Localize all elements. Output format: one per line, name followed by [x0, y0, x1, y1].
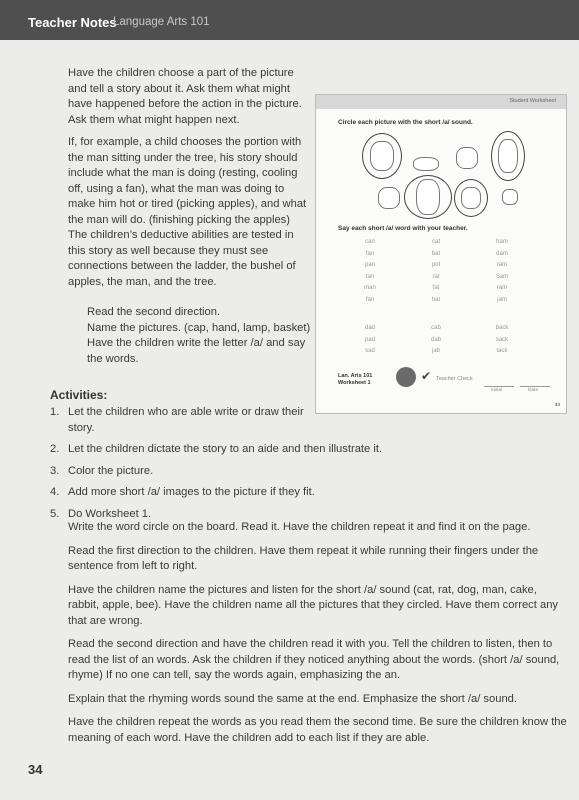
- cake-picture-icon: [378, 187, 400, 209]
- word-column: [350, 237, 390, 306]
- word-column: [350, 323, 390, 358]
- activity-text: Do Worksheet 1.: [68, 507, 152, 520]
- worksheet-header-label: Student Worksheet: [509, 98, 556, 104]
- worksheet-footer-title: [338, 373, 372, 387]
- word: ram: [496, 285, 508, 291]
- date-label: Date: [528, 388, 539, 393]
- word: rat: [432, 273, 440, 280]
- word: back: [495, 325, 509, 331]
- instruction-paragraph: Explain that the rhyming words sound the same at the end. Emphasize the short /a/ sound.: [68, 692, 518, 705]
- word: sack: [495, 336, 509, 343]
- worksheet-page-number: 33: [554, 403, 560, 408]
- activity-text: Let the children who are able write or draw their story.: [68, 406, 304, 434]
- word: jam: [497, 296, 507, 303]
- word: tack: [496, 348, 508, 354]
- activity-text: Color the picture.: [68, 464, 154, 477]
- directions-list: [87, 305, 312, 367]
- activity-item: [50, 405, 318, 436]
- word-column: [482, 237, 522, 306]
- word: sad: [365, 348, 375, 354]
- dog-picture-icon: [456, 147, 478, 169]
- word: cat: [431, 239, 440, 245]
- page-header: [0, 0, 579, 40]
- cat-picture-icon: [370, 141, 394, 171]
- activities-heading: Activities:: [50, 388, 108, 402]
- activities-list: [50, 405, 570, 528]
- man-picture-icon: [498, 139, 518, 173]
- activity-item: [50, 442, 570, 458]
- word: pad: [364, 336, 375, 343]
- worksheet-header-bar: [316, 95, 566, 109]
- word: tan: [365, 273, 375, 280]
- activity-number: 2.: [50, 443, 60, 455]
- word: bat: [431, 250, 441, 257]
- worksheet-number: Worksheet 1: [338, 380, 371, 386]
- checkmark-icon: ✔: [421, 369, 432, 383]
- direction-line: Have the children write the letter /a/ and say the words.: [87, 337, 306, 365]
- date-line: [520, 386, 550, 387]
- word: Sam: [495, 273, 509, 280]
- word: ram: [496, 262, 508, 268]
- word: dad: [364, 325, 375, 331]
- word-column: [416, 323, 456, 358]
- worksheet-instructions: [68, 520, 568, 754]
- word: dam: [496, 250, 508, 257]
- instruction-paragraph: Write the word circle on the board. Read it. Have the children repeat it and find it on the page.: [68, 521, 531, 533]
- initial-label: Initial: [491, 388, 503, 393]
- worksheet-thumbnail: [316, 95, 566, 413]
- header-title: Teacher Notes: [28, 15, 117, 30]
- word: ham: [496, 239, 508, 245]
- word: pot: [431, 262, 441, 268]
- activity-item: [50, 464, 570, 480]
- instruction-paragraph: Read the second direction and have the children read it with you. Tell the children to listen, then to read the list of an words. Ask the children if they noticed anything about the words. (short /a/ sound, rhyme) If no one can tell, say the words again, emphasizing the an.: [68, 638, 560, 681]
- word-column: [416, 237, 456, 306]
- worksheet-course: Lan. Arts 101: [338, 373, 373, 379]
- direction-line: Name the pictures. (cap, hand, lamp, basket): [87, 321, 311, 334]
- worksheet-direction-2: Say each short /a/ word with your teacher.: [338, 225, 468, 232]
- worksheet-direction-1: Circle each picture with the short /a/ sound.: [338, 119, 473, 126]
- word: can: [365, 239, 375, 245]
- activity-text: Let the children dictate the story to an aide and then illustrate it.: [68, 443, 383, 455]
- activity-number: 5.: [50, 507, 60, 520]
- word: man: [364, 285, 376, 291]
- activity-number: 4.: [50, 486, 60, 498]
- word: fan: [365, 250, 375, 257]
- instruction-paragraph: Have the children repeat the words as you read them the second time. Be sure the children know the meaning of each word. Have the children add to each list if they are able.: [68, 716, 567, 744]
- direction-line: Read the second direction.: [87, 306, 221, 318]
- word: fan: [365, 296, 375, 303]
- bee-picture-icon: [502, 189, 518, 205]
- word: dab: [430, 336, 441, 343]
- word: cab: [431, 325, 441, 331]
- word: fat: [432, 285, 440, 291]
- teacher-check-label: Teacher Check: [436, 376, 473, 382]
- intro-text: [68, 66, 308, 297]
- activity-text: Add more short /a/ images to the picture if they fit.: [68, 486, 315, 498]
- word: hat: [431, 296, 441, 303]
- activity-number: 3.: [50, 464, 60, 477]
- activity-item: [50, 485, 570, 501]
- word: pan: [364, 262, 375, 268]
- owl-icon: [396, 367, 416, 387]
- intro-paragraph: If, for example, a child chooses the portion with the man sitting under the tree, his story should include what the man is doing (resting, cooling off, using a fan), what the man was doing to make him hot or tired (picking apples), and what the man will do. (finishing picking the apples) The children’s deductive abilities are tested in this story as well because they must see connections between the ladder, the bushel of apples, the man, and the tree.: [68, 136, 307, 288]
- page-number: 34: [28, 762, 43, 777]
- activity-number: 1.: [50, 406, 60, 418]
- instruction-paragraph: Read the first direction to the children. Have them repeat it while running their fingers under the sentence from left to right.: [68, 544, 539, 572]
- rabbit-picture-icon: [416, 179, 440, 215]
- apple-picture-icon: [461, 187, 481, 209]
- word: jab: [431, 348, 440, 354]
- header-subtitle: Language Arts 101: [113, 16, 210, 28]
- instruction-paragraph: Have the children name the pictures and listen for the short /a/ sound (cat, rat, dog, man, cake, rabbit, apple, bee). Have the children name all the pictures that they circled. Have them correct any that are wrong.: [68, 583, 559, 627]
- initial-line: [484, 386, 514, 387]
- intro-paragraph: Have the children choose a part of the picture and tell a story about it. Ask them what might have happened before the action in the picture. Ask them what might happen next.: [68, 67, 302, 126]
- word-column: [482, 323, 522, 358]
- rat-picture-icon: [413, 157, 439, 171]
